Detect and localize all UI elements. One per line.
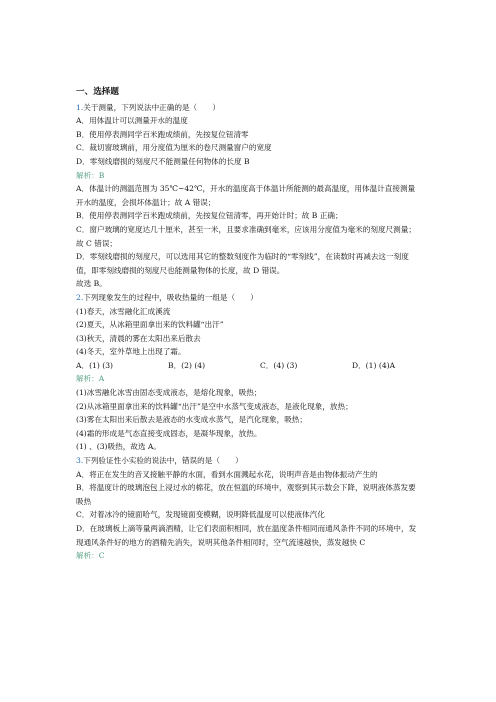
explanation-line: C．窗户玻璃的宽度达几十厘米，甚至一米，且要求准确到毫米，应该用分度值为毫米的刻度尺测量；故 C 错误；: [76, 224, 416, 248]
explanation-line: A．体温计的测温范围为 35℃~42℃，开水的温度高于体温计所能测的最高温度，用体温计直接测量开水的温度，会损坏体温计；故 A 错误；: [76, 184, 416, 207]
explanation-line: (4)霜的形成是气态直接变成固态，是凝华现象，放热。: [76, 428, 262, 438]
choice: A．(1) (3): [76, 360, 114, 370]
explanation-line: 故选 B。: [76, 279, 107, 289]
choice: C．(4) (3): [260, 360, 298, 370]
choice: B．(2) (4): [168, 360, 206, 370]
document-content: [76, 86, 422, 563]
question-number: 3.: [76, 456, 84, 466]
explanation-line: (1) 、(3)吸热，故选 A。: [76, 442, 161, 452]
explanation-line: (3)雾在太阳出来后散去是液态的水变成水蒸气，是汽化现象，吸热；: [76, 415, 307, 425]
explanation-line: D．零刻线磨损的刻度尺，可以选用其它的整数刻度作为临时的“零刻线”，在读数时再减去这一刻度值，即零刻线磨损的刻度尺也能测量物体的长度，故 D 错误。: [76, 252, 409, 275]
question-3-stem: 3.下列验证性小实验的说法中，错误的是（ ）: [76, 456, 243, 466]
option: D．零刻线磨损的刻度尺不能测量任何物体的长度 B: [76, 156, 250, 166]
option: A．用体温计可以测量开水的温度: [76, 116, 188, 126]
answer-label: 解析：A: [76, 374, 105, 384]
option: C．裁切窗玻璃前，用分度值为厘米的卷尺测量窗户的宽度: [76, 143, 272, 153]
list-item: (1)春天，冰雪融化汇成溪流: [76, 306, 171, 316]
answer-label: 解析：B: [76, 170, 105, 180]
section-title: 一、选择题: [76, 87, 119, 97]
list-item: (2)夏天，从冰箱里面拿出来的饮料罐“出汗”: [76, 320, 224, 330]
question-2-stem: 2.下列现象发生的过程中，吸收热量的一组是（ ）: [76, 292, 258, 302]
option: C．对着冰冷的镜面哈气，发现镜面变模糊，说明降低温度可以使液体汽化: [76, 510, 325, 520]
option: B．将温度计的玻璃泡包上浸过水的棉花，放在恒温的环境中，观察到其示数会下降，说明液体蒸发要吸热: [76, 483, 416, 506]
choices-row: [76, 359, 422, 373]
explanation-line: B．使用停表测同学百米跑成绩前，先按复位钮清零，再开始计时；故 B 正确；: [76, 211, 343, 221]
question-number: 1.: [76, 102, 84, 112]
explanation-line: (1)冰雪融化冰雪由固态变成液态，是熔化现象，吸热；: [76, 388, 262, 398]
choice: D．(1) (4)A: [352, 360, 396, 370]
question-number: 2.: [76, 292, 84, 302]
question-1-stem: 1.关于测量，下列说法中正确的是（ ）: [76, 102, 220, 112]
list-item: (3)秋天，清晨的雾在太阳出来后散去: [76, 333, 201, 343]
answer-label: 解析：C: [76, 551, 105, 561]
explanation-line: (2)从冰箱里面拿出来的饮料罐“出汗”是空中水蒸气变成液态，是液化现象，放热；: [76, 401, 353, 411]
list-item: (4)冬天，室外草地上出现了霜。: [76, 347, 186, 357]
option: B．使用停表测同学百米跑成绩前，先按复位钮清零: [76, 129, 249, 139]
option: A．将正在发生的音叉接触平静的水面，看到水面溅起水花，说明声音是由物体振动产生的: [76, 469, 378, 479]
option: D．在玻璃板上滴等量两滴酒精，让它们表面积相同，放在温度条件相同而通风条件不同的环境中，发现通风条件好的地方的酒精先消失，说明其他条件相同时，空气流速越快，蒸发越快 C: [76, 524, 417, 547]
